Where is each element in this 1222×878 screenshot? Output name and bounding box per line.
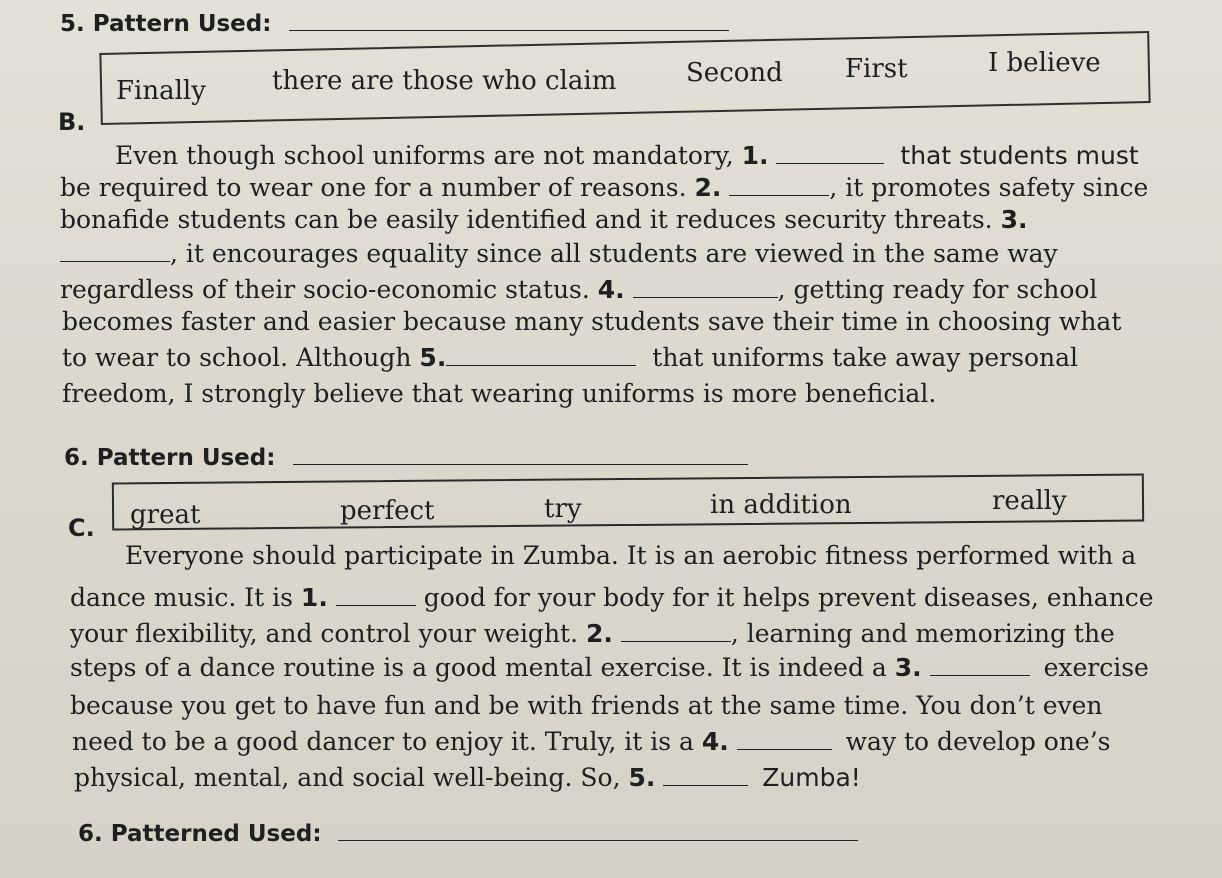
- blank-number: 4.: [597, 275, 625, 304]
- word-bank-item: Second: [686, 58, 783, 88]
- paragraph-text: bonafide students can be easily identified and it reduces security threats.: [60, 205, 1001, 234]
- paragraph-text: physical, mental, and social well-being. So,: [74, 763, 629, 792]
- paragraph-c-line-7: [74, 762, 861, 794]
- paragraph-text: , it encourages equality since all students are viewed in the same way: [170, 239, 1058, 268]
- answer-blank-c2[interactable]: [621, 621, 731, 642]
- paragraph-text: that students must: [900, 141, 1139, 170]
- answer-blank-c5[interactable]: [663, 765, 748, 786]
- paragraph-text: Everyone should participate in Zumba. It is an aerobic fitness performed with a: [125, 541, 1137, 570]
- paragraph-text: to wear to school. Although: [62, 343, 420, 372]
- paragraph-text: becomes faster and easier because many students save their time in choosing what: [62, 307, 1122, 336]
- paragraph-text: freedom, I strongly believe that wearing uniforms is more beneficial.: [62, 379, 937, 408]
- blank-number: 2.: [585, 619, 613, 648]
- paragraph-text: need to be a good dancer to enjoy it. Truly, it is a: [72, 727, 702, 756]
- paragraph-b-line-3: [60, 204, 1027, 236]
- paragraph-b-line-1: [115, 140, 1139, 172]
- section-letter-b: B.: [58, 108, 86, 136]
- paragraph-text: exercise: [1043, 653, 1149, 682]
- paragraph-text: , getting ready for school: [777, 275, 1098, 304]
- answer-blank-b3[interactable]: [60, 241, 170, 262]
- paragraph-b-line-8: [62, 378, 936, 410]
- paragraph-text: Zumba!: [762, 763, 861, 792]
- pattern-used-label: 6. Patterned Used:: [78, 821, 322, 847]
- paragraph-text: steps of a dance routine is a good mental exercise. It is indeed a: [70, 653, 895, 682]
- word-bank-box-b: [99, 31, 1150, 125]
- answer-blank-c4[interactable]: [737, 729, 832, 750]
- paragraph-c-line-5: [70, 690, 1103, 722]
- answer-blank-c1[interactable]: [336, 585, 416, 606]
- word-bank-item: really: [992, 486, 1067, 516]
- section-letter-c: C.: [68, 514, 95, 542]
- paragraph-text: , learning and memorizing the: [730, 619, 1115, 648]
- word-bank-item: First: [845, 54, 908, 84]
- paragraph-text: Even though school uniforms are not mandatory,: [115, 141, 742, 170]
- paragraph-c-line-3: [70, 618, 1115, 650]
- paragraph-b-line-2: [60, 172, 1148, 204]
- paragraph-b-line-6: [62, 306, 1121, 338]
- paragraph-b-line-4: [60, 238, 1058, 270]
- word-bank-item: perfect: [340, 496, 435, 526]
- paragraph-text: way to develop one’s: [845, 727, 1111, 756]
- answer-blank-b1[interactable]: [776, 143, 884, 164]
- blank-number: 5.: [628, 763, 656, 792]
- answer-blank-b2[interactable]: [729, 175, 829, 196]
- paragraph-text: be required to wear one for a number of reasons.: [60, 173, 695, 202]
- blank-number: 1.: [300, 583, 328, 612]
- paragraph-c-line-6: [72, 726, 1111, 758]
- blank-number: 1.: [741, 141, 769, 170]
- paragraph-b-line-7: [62, 342, 1078, 374]
- answer-blank-c3[interactable]: [930, 655, 1030, 676]
- word-bank-box-c: [112, 473, 1144, 530]
- pattern-used-label: 5. Pattern Used:: [60, 11, 272, 37]
- paragraph-text: , it promotes safety since: [829, 173, 1149, 202]
- paragraph-text: your flexibility, and control your weight.: [70, 619, 586, 648]
- paragraph-c-line-2: [70, 582, 1154, 614]
- blank-number: 4.: [701, 727, 729, 756]
- paragraph-text: because you get to have fun and be with friends at the same time. You don’t even: [70, 691, 1103, 720]
- paragraph-text: regardless of their socio-economic status.: [60, 275, 598, 304]
- pattern-used-label: 6. Pattern Used:: [64, 445, 276, 471]
- pattern-used-heading-5: [60, 8, 729, 40]
- word-bank-item: Finally: [116, 76, 206, 106]
- paragraph-text: good for your body for it helps prevent diseases, enhance: [423, 583, 1154, 612]
- blank-number: 5.: [419, 343, 447, 372]
- pattern-used-heading-6: [64, 442, 748, 474]
- paragraph-text: that uniforms take away personal: [652, 343, 1079, 372]
- pattern-answer-blank[interactable]: [289, 10, 729, 31]
- word-bank-item: great: [130, 500, 201, 530]
- word-bank-item: in addition: [710, 490, 852, 520]
- answer-blank-b4[interactable]: [633, 277, 778, 298]
- answer-blank-b5[interactable]: [446, 345, 636, 366]
- pattern-answer-blank[interactable]: [338, 820, 858, 841]
- paragraph-c-line-4: [70, 652, 1149, 684]
- word-bank-item: I believe: [988, 48, 1101, 78]
- blank-number: 3.: [1000, 205, 1028, 234]
- paragraph-b-line-5: [60, 274, 1097, 306]
- blank-number: 3.: [894, 653, 922, 682]
- paragraph-c-line-1: [125, 540, 1136, 572]
- patterned-used-heading: [78, 818, 858, 850]
- paragraph-text: dance music. It is: [70, 583, 301, 612]
- blank-number: 2.: [694, 173, 722, 202]
- word-bank-item: try: [544, 494, 582, 524]
- word-bank-item: there are those who claim: [272, 66, 617, 96]
- pattern-answer-blank[interactable]: [293, 444, 748, 465]
